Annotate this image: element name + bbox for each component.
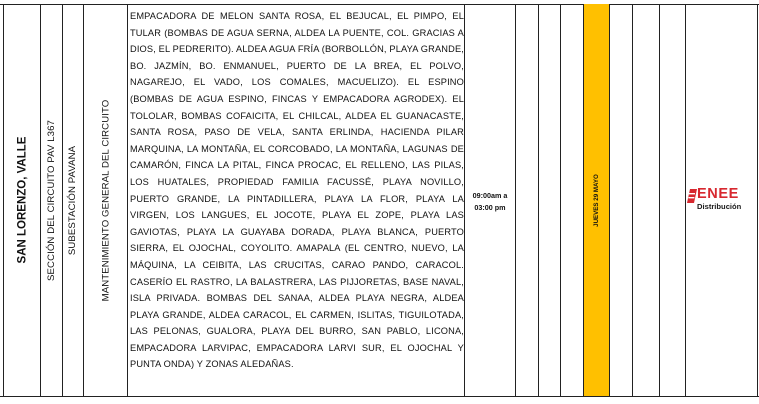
grid-line <box>757 4 758 396</box>
day-cell <box>583 4 609 396</box>
grid-line <box>659 4 660 396</box>
section-label: SECCIÓN DEL CIRCUITO PAV L367 <box>46 119 58 281</box>
substation-cell <box>63 4 83 396</box>
grid-line <box>560 4 561 396</box>
grid-line <box>127 4 128 396</box>
affected-areas-text: EMPACADORA DE MELON SANTA ROSA, EL BEJUCAL, EL PIMPO, EL TULAR (BOMBAS DE AGUA SERNA, ALDEA LA PUENTE, COL. GRACIAS A DIOS, EL PEDRERITO). ALDEA AGUA FRÍA (BORBOLLÓN, PLAYA GRANDE, BO. JAZMÍN, BO. ENMANUEL, PUERTO DE LA BREA, EL POLVO, NAGAREJO, EL VADO, LOS COMALES, MACUELIZO). EL ESPINO (BOMBAS DE AGUA ESPINO, FINCAS Y EMPACADORA AGRODEX). EL TOLOLAR, BOMBAS COFAICITA, EL CHILCAL, ALDEA EL GUANACASTE, SANTA ROSA, PASO DE VELA, SANTA ERLINDA, HACIENDA PILAR MARQUINA, LA MONTAÑA, EL CORCOBADO, LA MONTAÑA, LAGUNAS DE CAMARÓN, FINCA LA PITAL, FINCA PROCAC, EL RELLENO, LAS PILAS, LOS HUATALES, PROPIEDAD FAMILIA FACUSSÉ, PLAYA NOVILLO, PUERTO GRANDE, LA PINTADILLERA, PLAYA LA FLOR, PLAYA LA VIRGEN, LOS LANGUES, EL JOCOTE, PLAYA EL ZOPE, PLAYA LAS GAVIOTAS, PLAYA LA GUAYABA DORADA, PLAYA BLANCA, PUERTO SIERRA, EL OJOCHAL, COYOLITO. AMAPALA (EL CENTRO, NUEVO, LA MÁQUINA, LA CEIBITA, LAS CRUCITAS, CARAO PANDO, CARACOL. CASERÍO EL RASTRO, LA BALASTRERA, LAS PIJJORETAS, BASE NAVAL, ISLA PRIVADA. BOMBAS DEL SANAA, ALDEA PLAYA NEGRA, ALDEA PLAYA GRANDE, ALDEA CARACOL, EL CARMEN, ISLITAS, TIGUILOTADA, LAS PELONAS, GUALORA, PLAYA DEL BURRO, SAN PABLO, LICONA, EMPACADORA LARVIPAC, EMPACADORA LARVI SUR, EL OJOCHAL Y PUNTA ONDA) Y ZONAS ALEDAÑAS. <box>130 11 464 370</box>
enee-logo <box>687 188 755 214</box>
grid-line <box>583 4 584 396</box>
grid-line <box>632 4 633 396</box>
substation-label: SUBESTACIÓN PAVANA <box>67 145 79 255</box>
section-cell <box>41 4 62 396</box>
day-label: JUEVES 29 MAYO <box>592 173 600 227</box>
enee-logo-subtitle: Distribución <box>697 202 742 211</box>
department-label: SAN LORENZO, VALLE <box>16 136 28 264</box>
enee-logo-mark-icon <box>687 189 697 203</box>
work-type-label: MANTENIMIENTO GENERAL DEL CIRCUITO <box>100 99 112 301</box>
grid-line <box>515 4 516 396</box>
row-bottom-border <box>0 396 759 397</box>
time-start: 09:00am a <box>472 191 508 200</box>
time-end: 03:00 pm <box>474 203 506 212</box>
enee-logo-word: ENEE <box>697 186 739 202</box>
department-cell <box>4 4 40 396</box>
grid-line <box>609 4 610 396</box>
time-cell <box>465 190 515 214</box>
work-type-cell <box>84 4 127 396</box>
grid-line <box>538 4 539 396</box>
grid-line <box>685 4 686 396</box>
